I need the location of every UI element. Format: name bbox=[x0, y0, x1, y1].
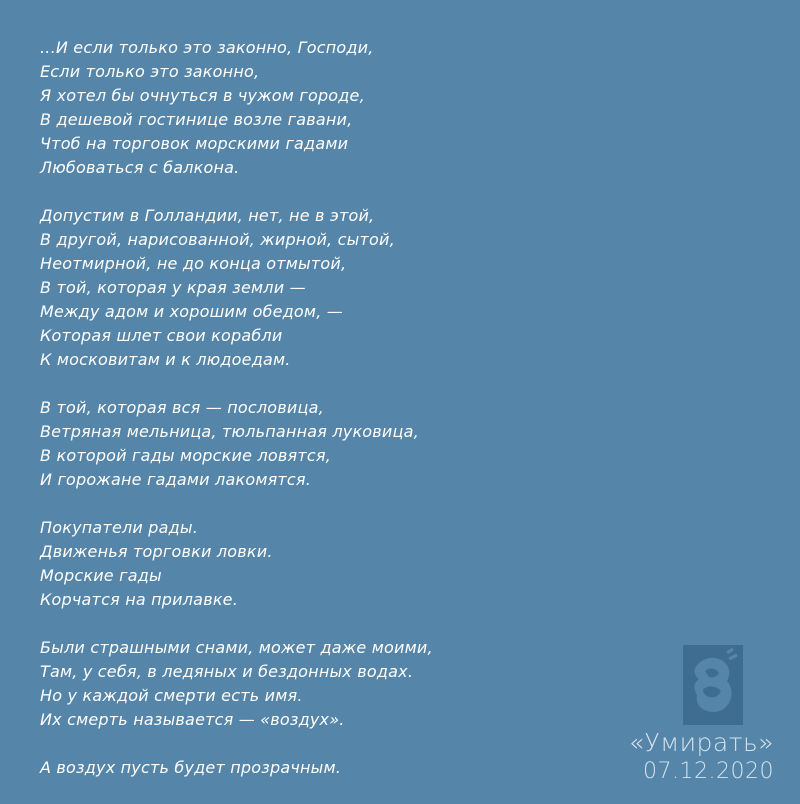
poem-line: Морские гады bbox=[40, 566, 162, 585]
poem-line: Если только это законно, bbox=[40, 62, 260, 81]
poem-line: Корчатся на прилавке. bbox=[40, 590, 239, 609]
poem-line: В той, которая у края земли — bbox=[40, 278, 306, 297]
stanza-3 bbox=[40, 396, 600, 492]
poem-line: Их смерть называется — «воздух». bbox=[40, 710, 345, 729]
poem-line: Покупатели рады. bbox=[40, 518, 199, 537]
poem-line: Там, у себя, в ледяных и бездонных водах. bbox=[40, 662, 414, 681]
poem-line: Я хотел бы очнуться в чужом городе, bbox=[40, 86, 365, 105]
poem-line: И горожане гадами лакомятся. bbox=[40, 470, 312, 489]
poem-line: Движенья торговки ловки. bbox=[40, 542, 273, 561]
poem-text bbox=[40, 36, 600, 804]
poem-title: «Умирать» bbox=[628, 728, 774, 757]
sea-creature-logo-icon bbox=[683, 645, 743, 725]
stanza-1 bbox=[40, 36, 600, 180]
poem-line: Чтоб на торговок морскими гадами bbox=[40, 134, 349, 153]
poem-line: Между адом и хорошим обедом, — bbox=[40, 302, 343, 321]
poem-line: В дешевой гостинице возле гавани, bbox=[40, 110, 353, 129]
poem-line: В другой, нарисованной, жирной, сытой, bbox=[40, 230, 395, 249]
poem-line: Любоваться с балкона. bbox=[40, 158, 240, 177]
poem-line: ...И если только это законно, Господи, bbox=[40, 38, 374, 57]
stanza-5 bbox=[40, 636, 600, 732]
poem-line: Допустим в Голландии, нет, не в этой, bbox=[40, 206, 375, 225]
poem-line: А воздух пусть будет прозрачным. bbox=[40, 758, 342, 777]
poem-date: 07.12.2020 bbox=[643, 759, 774, 784]
stanza-6 bbox=[40, 756, 600, 780]
poem-line: Неотмирной, не до конца отмытой, bbox=[40, 254, 347, 273]
poem-line: Были страшными снами, может даже моими, bbox=[40, 638, 433, 657]
poem-line: Но у каждой смерти есть имя. bbox=[40, 686, 303, 705]
stanza-4 bbox=[40, 516, 600, 612]
stanza-2 bbox=[40, 204, 600, 372]
poem-line: В той, которая вся — пословица, bbox=[40, 398, 324, 417]
poem-line: Которая шлет свои корабли bbox=[40, 326, 283, 345]
poem-line: Ветряная мельница, тюльпанная луковица, bbox=[40, 422, 419, 441]
poem-line: К московитам и к людоедам. bbox=[40, 350, 291, 369]
poem-line: В которой гады морские ловятся, bbox=[40, 446, 331, 465]
